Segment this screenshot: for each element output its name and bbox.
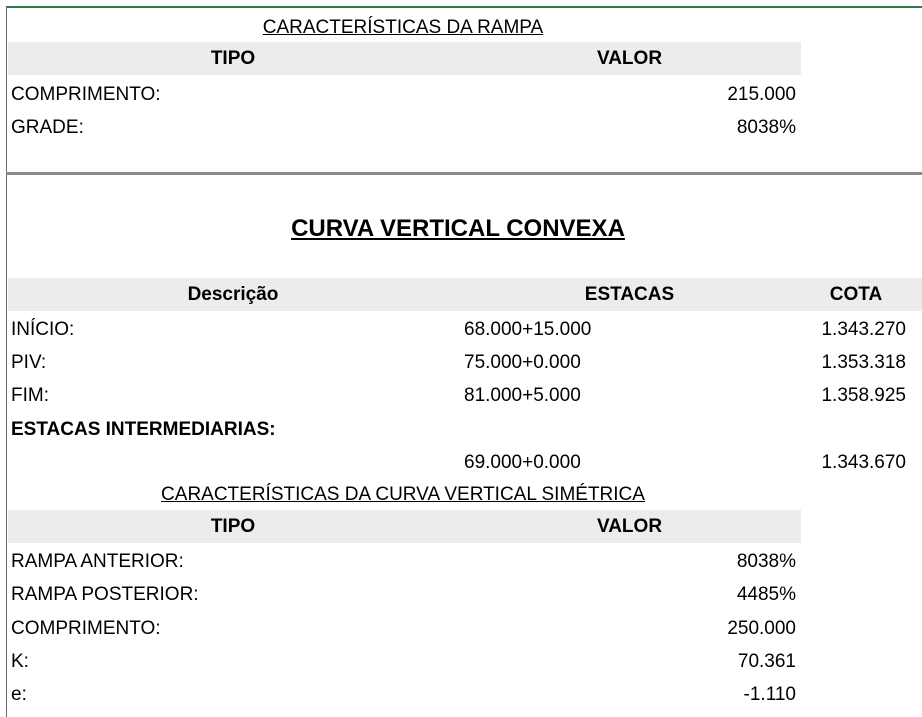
ramp-header-valor: VALOR (596, 48, 663, 69)
symmetric-row-label: K: (11, 651, 29, 672)
curve-row-label: INÍCIO: (11, 319, 75, 340)
curve-row-cota: 1.353.318 (821, 352, 906, 373)
symmetric-row-value: 8038% (736, 551, 796, 572)
intermediate-cota: 1.343.670 (821, 452, 906, 473)
curve-header-cota: COTA (829, 284, 883, 305)
symmetric-row-label: RAMPA ANTERIOR: (11, 551, 184, 572)
curve-header-descricao: Descrição (187, 284, 279, 305)
left-border (6, 6, 7, 717)
curve-row-estaca: 75.000+0.000 (464, 352, 581, 373)
ramp-row-value: 8038% (736, 117, 796, 138)
curve-row-estaca: 81.000+5.000 (464, 385, 581, 406)
ramp-title: CARACTERÍSTICAS DA RAMPA (262, 17, 544, 38)
intermediate-label: ESTACAS INTERMEDIARIAS: (11, 419, 276, 440)
symmetric-title: CARACTERÍSTICAS DA CURVA VERTICAL SIMÉTRICA (161, 484, 645, 505)
curve-row-label: FIM: (11, 385, 49, 406)
ramp-row-label: GRADE: (11, 117, 84, 138)
symmetric-row-label: e: (11, 684, 27, 705)
section-separator (6, 172, 922, 175)
ramp-row-label: COMPRIMENTO: (11, 84, 161, 105)
symmetric-row-value: 250.000 (727, 618, 796, 639)
curve-row-estaca: 68.000+15.000 (464, 319, 592, 340)
symmetric-header-valor: VALOR (596, 516, 663, 537)
symmetric-row-value: 70.361 (737, 651, 796, 672)
symmetric-row-value: -1.110 (743, 684, 796, 705)
curve-row-label: PIV: (11, 352, 47, 373)
symmetric-row-label: COMPRIMENTO: (11, 618, 161, 639)
ramp-row-value: 215.000 (727, 84, 796, 105)
symmetric-row-label: RAMPA POSTERIOR: (11, 584, 199, 605)
symmetric-header-tipo: TIPO (210, 516, 256, 537)
curve-row-cota: 1.343.270 (821, 319, 906, 340)
curve-title: CURVA VERTICAL CONVEXA (291, 215, 625, 242)
intermediate-estaca: 69.000+0.000 (464, 452, 581, 473)
curve-row-cota: 1.358.925 (821, 385, 906, 406)
curve-header-estacas: ESTACAS (584, 284, 675, 305)
ramp-header-tipo: TIPO (210, 48, 256, 69)
symmetric-row-value: 4485% (736, 584, 796, 605)
top-border (6, 6, 922, 8)
